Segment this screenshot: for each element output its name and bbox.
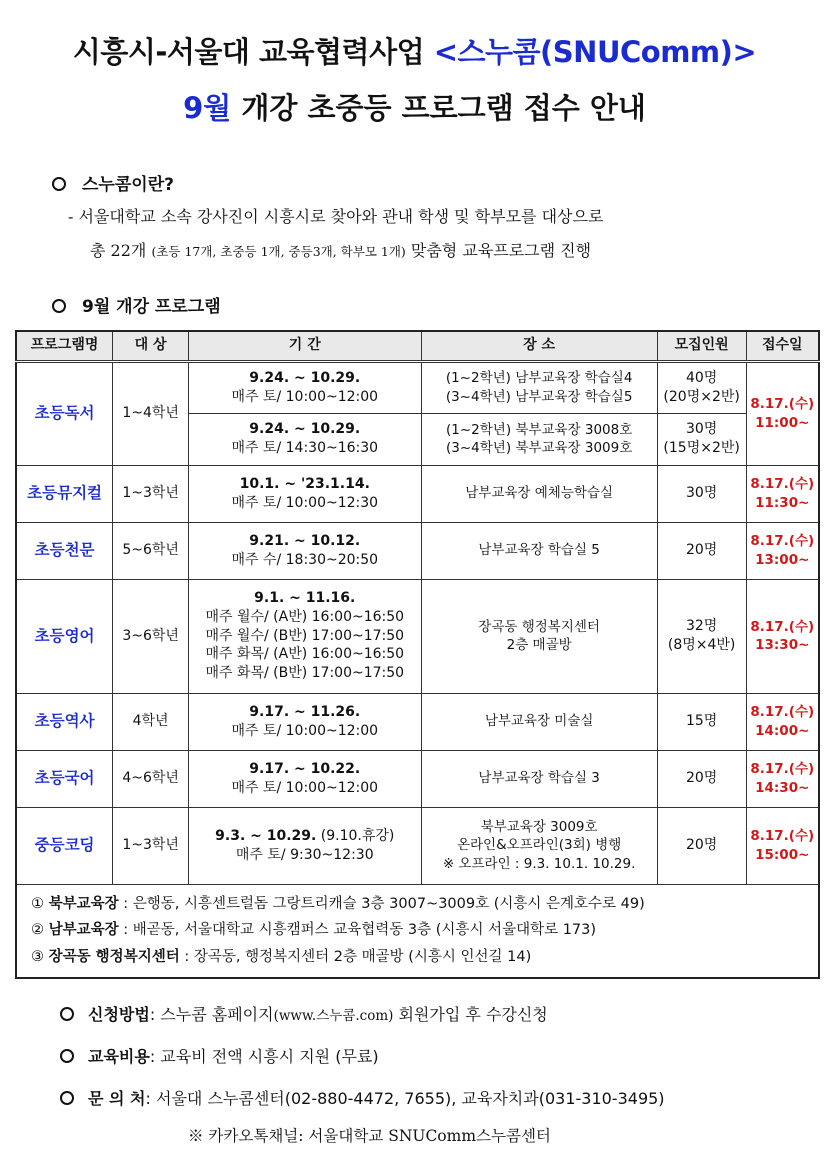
apply-text-rest: 회원가입 후 수강신청 <box>393 1005 548 1024</box>
circle-bullet-icon <box>52 299 66 313</box>
program-capacity <box>657 579 746 693</box>
place-line: (1~2학년) 북부교육장 3008호 <box>445 421 633 438</box>
period-date: 9.21. ~ 10.12. <box>249 532 361 549</box>
place-line: 온라인&오프라인(3회) 병행 <box>456 837 622 854</box>
legend-name: 장곡동 행정복지센터 <box>48 949 180 966</box>
kakao-channel: ※ 카카오톡채널: 서울대학교 SNUComm스누콤센터 <box>188 1127 551 1145</box>
program-capacity: 20명 <box>657 750 746 807</box>
program-registration <box>746 693 819 750</box>
intro-rest: 맞춤형 교육프로그램 진행 <box>405 241 592 260</box>
place-line: (1~2학년) 남부교육장 학습실4 <box>445 370 633 387</box>
header-registration: 접수일 <box>746 331 819 361</box>
program-capacity: 20명 <box>657 807 746 884</box>
program-place: 남부교육장 학습실 3 <box>421 750 657 807</box>
header-period: 기 간 <box>189 331 421 361</box>
legend-mark: ① <box>31 895 44 912</box>
program-place: 남부교육장 예체능학습실 <box>421 465 657 522</box>
period-date: 9.3. ~ 10.29. <box>215 827 317 844</box>
registration-time: 15:00~ <box>755 846 810 863</box>
program-period <box>189 465 421 522</box>
legend-row <box>16 884 819 978</box>
legend-desc: : 장곡동, 행정복지센터 2층 매골방 (시흥시 인선길 14) <box>179 949 532 966</box>
title-accent: <스누콤(SNUComm)> <box>433 35 757 69</box>
capacity-total: 32명 <box>685 618 718 635</box>
intro-count: 총 22개 <box>90 241 152 260</box>
fee-label: 교육비용 <box>88 1047 150 1066</box>
place-line: (3~4학년) 북부교육장 3009호 <box>445 440 633 456</box>
table-row <box>16 579 819 693</box>
program-target: 1~3학년 <box>113 807 189 884</box>
period-time: 매주 월수/ (B반) 17:00~17:50 <box>205 627 405 644</box>
period-time: 매주 토/ 10:00~12:00 <box>231 779 379 796</box>
legend-mark: ③ <box>31 949 44 966</box>
intro-line2 <box>90 238 591 261</box>
legend-item <box>31 917 804 944</box>
program-name: 중등코딩 <box>16 807 113 884</box>
legend-item <box>31 944 804 971</box>
table-row <box>16 807 819 884</box>
capacity-detail: (8명×4반) <box>667 637 736 653</box>
place-line: 장곡동 행정복지센터 <box>478 618 600 635</box>
program-target: 5~6학년 <box>113 522 189 579</box>
program-place <box>421 807 657 884</box>
period-time: 매주 토/ 14:30~16:30 <box>231 440 379 456</box>
program-capacity <box>657 361 746 413</box>
program-name: 초등국어 <box>16 750 113 807</box>
program-name: 초등독서 <box>16 361 113 465</box>
period-time: 매주 토/ 9:30~12:30 <box>235 846 374 863</box>
program-place: 남부교육장 학습실 5 <box>421 522 657 579</box>
legend-desc: : 배곧동, 서울대학교 시흥캠퍼스 교육협력동 3층 (시흥시 서울대학로 173) <box>118 922 597 939</box>
program-place <box>421 579 657 693</box>
place-line: 2층 매골방 <box>506 637 572 653</box>
table-row <box>16 361 819 413</box>
legend-name: 남부교육장 <box>48 922 119 939</box>
table-row <box>16 522 819 579</box>
registration-date: 8.17.(수) <box>750 476 815 493</box>
registration-date: 8.17.(수) <box>750 761 815 778</box>
place-line: (3~4학년) 남부교육장 학습실5 <box>445 388 633 405</box>
header-capacity: 모집인원 <box>657 331 746 361</box>
header-place: 장 소 <box>421 331 657 361</box>
page-title-line2 <box>0 86 829 127</box>
legend-mark: ② <box>31 922 44 939</box>
circle-bullet-icon <box>60 1007 74 1021</box>
period-date: 9.17. ~ 10.22. <box>249 760 361 777</box>
program-registration <box>746 361 819 465</box>
table-row <box>16 693 819 750</box>
registration-time: 11:00~ <box>755 414 810 431</box>
contact-label: 문 의 처 <box>88 1089 146 1108</box>
registration-date: 8.17.(수) <box>750 828 815 845</box>
period-time: 매주 수/ 18:30~20:50 <box>231 551 379 568</box>
program-period <box>189 579 421 693</box>
period-date: 9.24. ~ 10.29. <box>249 369 361 386</box>
program-name: 초등뮤지컬 <box>16 465 113 522</box>
program-name: 초등천문 <box>16 522 113 579</box>
title-prefix: 시흥시-서울대 교육협력사업 <box>72 35 434 69</box>
program-table <box>15 330 820 979</box>
program-target: 3~6학년 <box>113 579 189 693</box>
table-header-row <box>16 331 819 361</box>
program-period <box>189 693 421 750</box>
period-date: 10.1. ~ '23.1.14. <box>239 475 370 492</box>
program-place <box>421 413 657 465</box>
program-capacity: 30명 <box>657 465 746 522</box>
apply-text: : 스누콤 홈페이지 <box>149 1005 274 1024</box>
program-name: 초등역사 <box>16 693 113 750</box>
registration-time: 14:30~ <box>755 779 810 796</box>
program-period <box>189 361 421 413</box>
period-time: 매주 화목/ (B반) 17:00~17:50 <box>205 665 405 682</box>
program-capacity: 15명 <box>657 693 746 750</box>
period-time: 매주 월수/ (A반) 16:00~16:50 <box>205 608 405 625</box>
registration-date: 8.17.(수) <box>750 533 815 550</box>
capacity-detail: (15명×2반) <box>663 440 740 456</box>
education-fee <box>60 1044 379 1067</box>
registration-time: 13:30~ <box>755 637 810 653</box>
program-registration <box>746 465 819 522</box>
period-time: 매주 토/ 10:00~12:30 <box>231 494 379 511</box>
program-place <box>421 361 657 413</box>
header-program: 프로그램명 <box>16 331 113 361</box>
program-capacity <box>657 413 746 465</box>
period-date: 9.24. ~ 10.29. <box>249 421 361 438</box>
fee-text: : 교육비 전액 시흥시 지원 (무료) <box>149 1047 379 1066</box>
program-registration <box>746 807 819 884</box>
registration-time: 14:00~ <box>755 722 810 739</box>
period-note: (9.10.휴강) <box>316 827 395 844</box>
contact-info <box>60 1086 665 1109</box>
program-name: 초등영어 <box>16 579 113 693</box>
program-target: 1~4학년 <box>113 361 189 465</box>
title-month: 9월 <box>183 91 232 125</box>
registration-date: 8.17.(수) <box>750 618 815 635</box>
program-place: 남부교육장 미술실 <box>421 693 657 750</box>
location-legend <box>16 884 819 978</box>
program-target: 4학년 <box>113 693 189 750</box>
capacity-total: 30명 <box>685 421 718 438</box>
circle-bullet-icon <box>60 1091 74 1105</box>
period-date: 9.17. ~ 11.26. <box>249 703 361 720</box>
apply-label: 신청방법 <box>88 1005 150 1024</box>
place-line: ※ 오프라인 : 9.3. 10.1. 10.29. <box>442 855 636 872</box>
program-period <box>189 807 421 884</box>
programs-heading <box>52 292 221 317</box>
contact-text: : 서울대 스누콤센터(02-880-4472, 7655), 교육자치과(031-310-3495) <box>145 1089 665 1108</box>
header-target: 대 상 <box>113 331 189 361</box>
intro-heading-text: 스누콤이란? <box>82 175 174 195</box>
apply-url: (www.스누콤.com) <box>273 1008 394 1024</box>
program-period <box>189 413 421 465</box>
registration-date: 8.17.(수) <box>750 396 815 413</box>
registration-time: 11:30~ <box>755 494 810 511</box>
intro-breakdown: (초등 17개, 초중등 1개, 중등3개, 학부모 1개) <box>151 244 406 259</box>
capacity-detail: (20명×2반) <box>663 388 740 405</box>
legend-item <box>31 891 804 918</box>
title-rest: 개강 초중등 프로그램 접수 안내 <box>231 91 646 125</box>
program-registration <box>746 750 819 807</box>
place-line: 북부교육장 3009호 <box>480 819 598 836</box>
registration-time: 13:00~ <box>755 551 810 568</box>
program-registration <box>746 579 819 693</box>
period-date: 9.1. ~ 11.16. <box>254 589 356 606</box>
capacity-total: 40명 <box>685 369 718 386</box>
program-period <box>189 750 421 807</box>
intro-line1: - 서울대학교 소속 강사진이 시흥시로 찾아와 관내 학생 및 학부모를 대상으로 <box>68 207 604 226</box>
legend-name: 북부교육장 <box>48 895 119 912</box>
program-registration <box>746 522 819 579</box>
program-target: 1~3학년 <box>113 465 189 522</box>
circle-bullet-icon <box>52 177 66 191</box>
table-row <box>16 750 819 807</box>
period-time: 매주 토/ 10:00~12:00 <box>231 722 379 739</box>
intro-heading <box>52 170 174 195</box>
program-capacity: 20명 <box>657 522 746 579</box>
period-time: 매주 토/ 10:00~12:00 <box>231 388 379 405</box>
period-time: 매주 화목/ (A반) 16:00~16:50 <box>205 646 405 663</box>
apply-method <box>60 1002 548 1025</box>
registration-date: 8.17.(수) <box>750 704 815 721</box>
programs-heading-text: 9월 개강 프로그램 <box>82 297 221 317</box>
program-period <box>189 522 421 579</box>
table-row <box>16 465 819 522</box>
circle-bullet-icon <box>60 1049 74 1063</box>
program-target: 4~6학년 <box>113 750 189 807</box>
page-title-line1 <box>0 30 829 71</box>
legend-desc: : 은행동, 시흥센트럴돔 그랑트리캐슬 3층 3007~3009호 (시흥시 은계호수로 49) <box>118 895 645 912</box>
